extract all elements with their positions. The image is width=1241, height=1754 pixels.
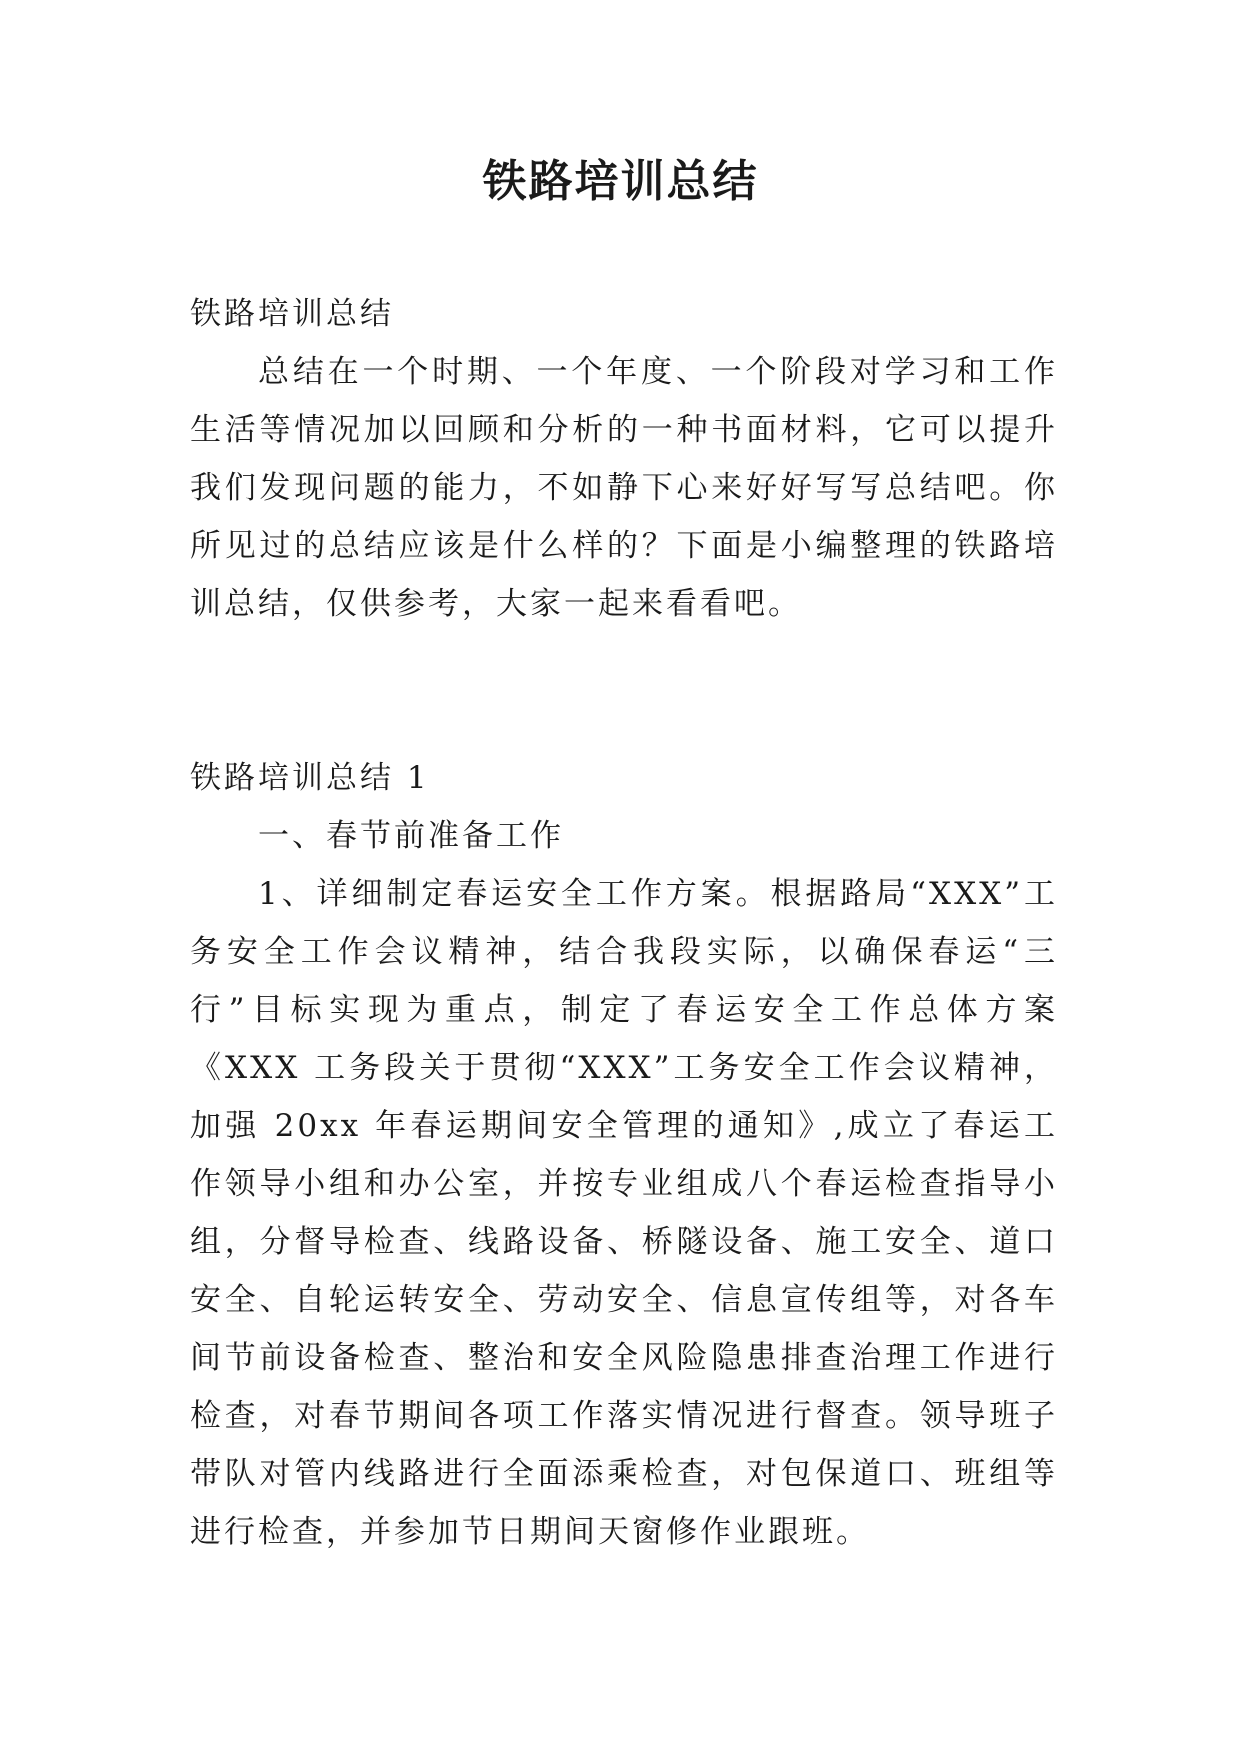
section-1-heading: 铁路培训总结 1 (190, 760, 430, 796)
section-spacer (190, 633, 1058, 749)
intro-heading: 铁路培训总结 (190, 296, 394, 332)
intro-paragraph: 总结在一个时期、一个年度、一个阶段对学习和工作生活等情况加以回顾和分析的一种书面材料，它可以提升我们发现问题的能力，不如静下心来好好写写总结吧。你所见过的总结应该是什么样的？下面是小编整理的铁路培训总结，仅供参考，大家一起来看看吧。 (190, 354, 1058, 622)
document-title: 铁路培训总结 (482, 156, 759, 207)
section-1-paragraph: 1、详细制定春运安全工作方案。根据路局“XXX”工务安全工作会议精神，结合我段实际，以确保春运“三行”目标实现为重点，制定了春运安全工作总体方案《XXX 工务段关于贯彻“XXX”工务安全工作会议精神，加强 20xx 年春运期间安全管理的通知》,成立了春运工作领导小组和办公室，并按专业组成八个春运检查指导小组，分督导检查、线路设备、桥隧设备、施工安全、道口安全、自轮运转安全、劳动安全、信息宣传组等，对各车间节前设备检查、整治和安全风险隐患排查治理工作进行检查，对春节期间各项工作落实情况进行督查。领导班子带队对管内线路进行全面添乘检查，对包保道口、班组等进行检查，并参加节日期间天窗修作业跟班。 (190, 876, 1058, 1550)
document-body (190, 285, 1058, 1561)
section-1-subheading: 一、春节前准备工作 (258, 818, 564, 854)
